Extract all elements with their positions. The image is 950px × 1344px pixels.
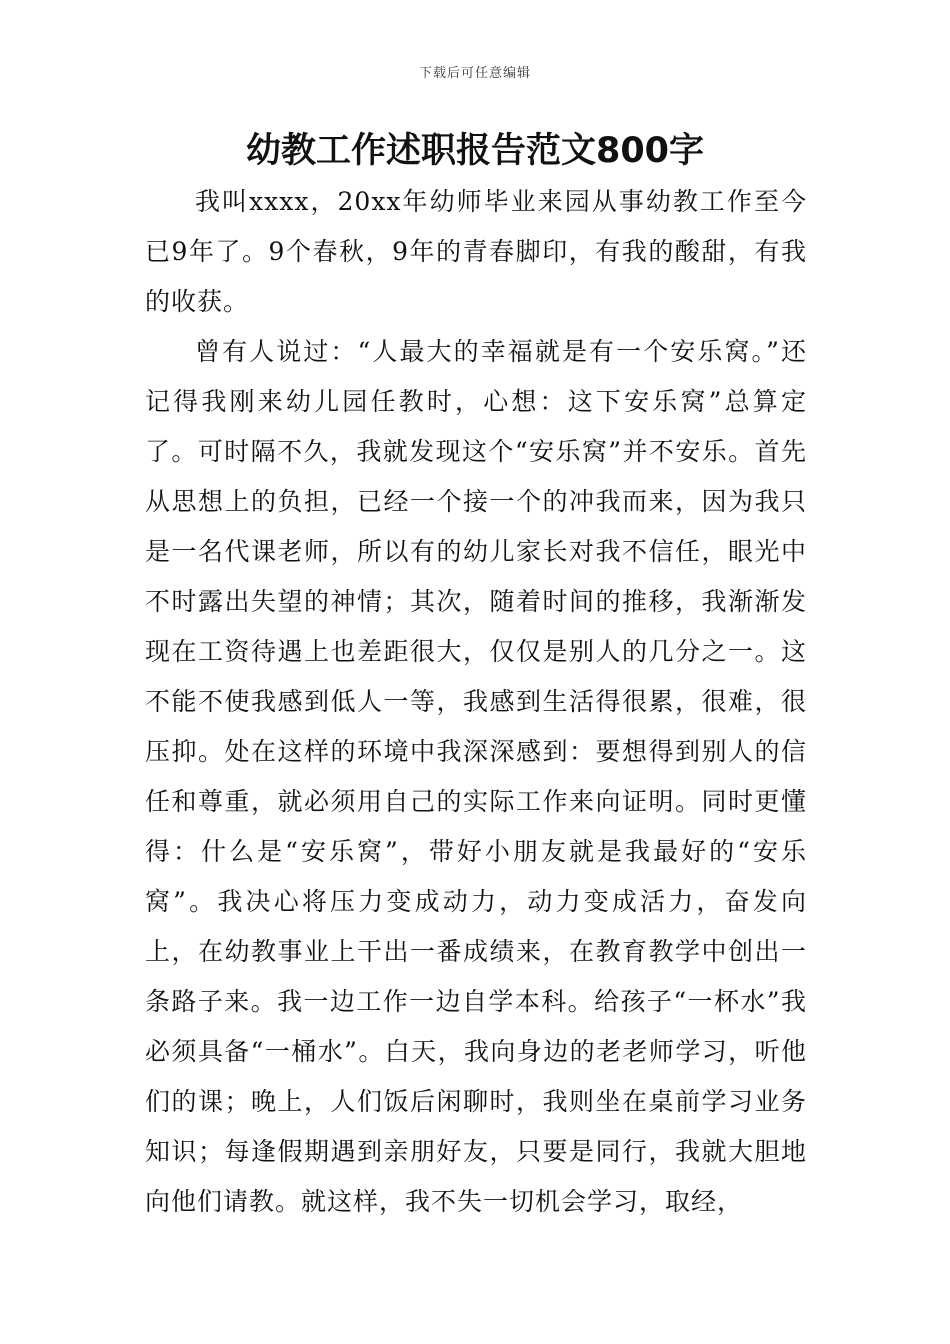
document-title: 幼教工作述职报告范文800字 <box>245 131 705 171</box>
document-body <box>145 177 807 1227</box>
page-header: 下载后可任意编辑 <box>418 66 531 81</box>
paragraph-2: 曾有人说过：“人最大的幸福就是有一个安乐窝。”还记得我刚来幼儿园任教时，心想：这下安乐窝”总算定了。可时隔不久，我就发现这个“安乐窝”并不安乐。首先从思想上的负担，已经一个接一个的冲我而来，因为我只是一名代课老师，所以有的幼儿家长对我不信任，眼光中不时露出失望的神情；其次，随着时间的推移，我渐渐发现在工资待遇上也差距很大，仅仅是别人的几分之一。这不能不使我感到低人一等，我感到生活得很累，很难，很压抑。处在这样的环境中我深深感到：要想得到别人的信任和尊重，就必须用自己的实际工作来向证明。同时更懂得：什么是“安乐窝”，带好小朋友就是我最好的“安乐窝”。我决心将压力变成动力，动力变成活力，奋发向上，在幼教事业上干出一番成绩来，在教育教学中创出一条路子来。我一边工作一边自学本科。给孩子“一杯水”我必须具备“一桶水”。白天，我向身边的老老师学习，听他们的课；晚上，人们饭后闲聊时，我则坐在桌前学习业务知识；每逢假期遇到亲朋好友，只要是同行，我就大胆地向他们请教。就这样，我不失一切机会学习，取经， <box>145 337 807 1216</box>
paragraph-1: 我叫xxxx，20xx年幼师毕业来园从事幼教工作至今已9年了。9个春秋，9年的青春脚印，有我的酸甜，有我的收获。 <box>145 187 807 316</box>
